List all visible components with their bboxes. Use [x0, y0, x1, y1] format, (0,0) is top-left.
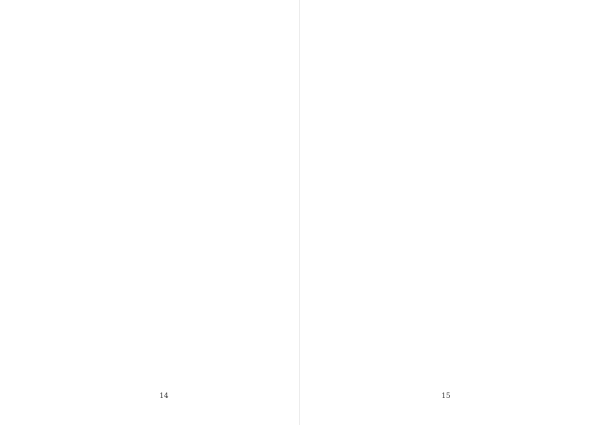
left-page-text — [54, 10, 278, 380]
right-page — [300, 0, 600, 425]
right-page-text — [322, 10, 546, 156]
left-page-number: 14 — [159, 392, 169, 400]
right-page-number: 15 — [441, 392, 451, 400]
signature-block — [322, 168, 546, 176]
